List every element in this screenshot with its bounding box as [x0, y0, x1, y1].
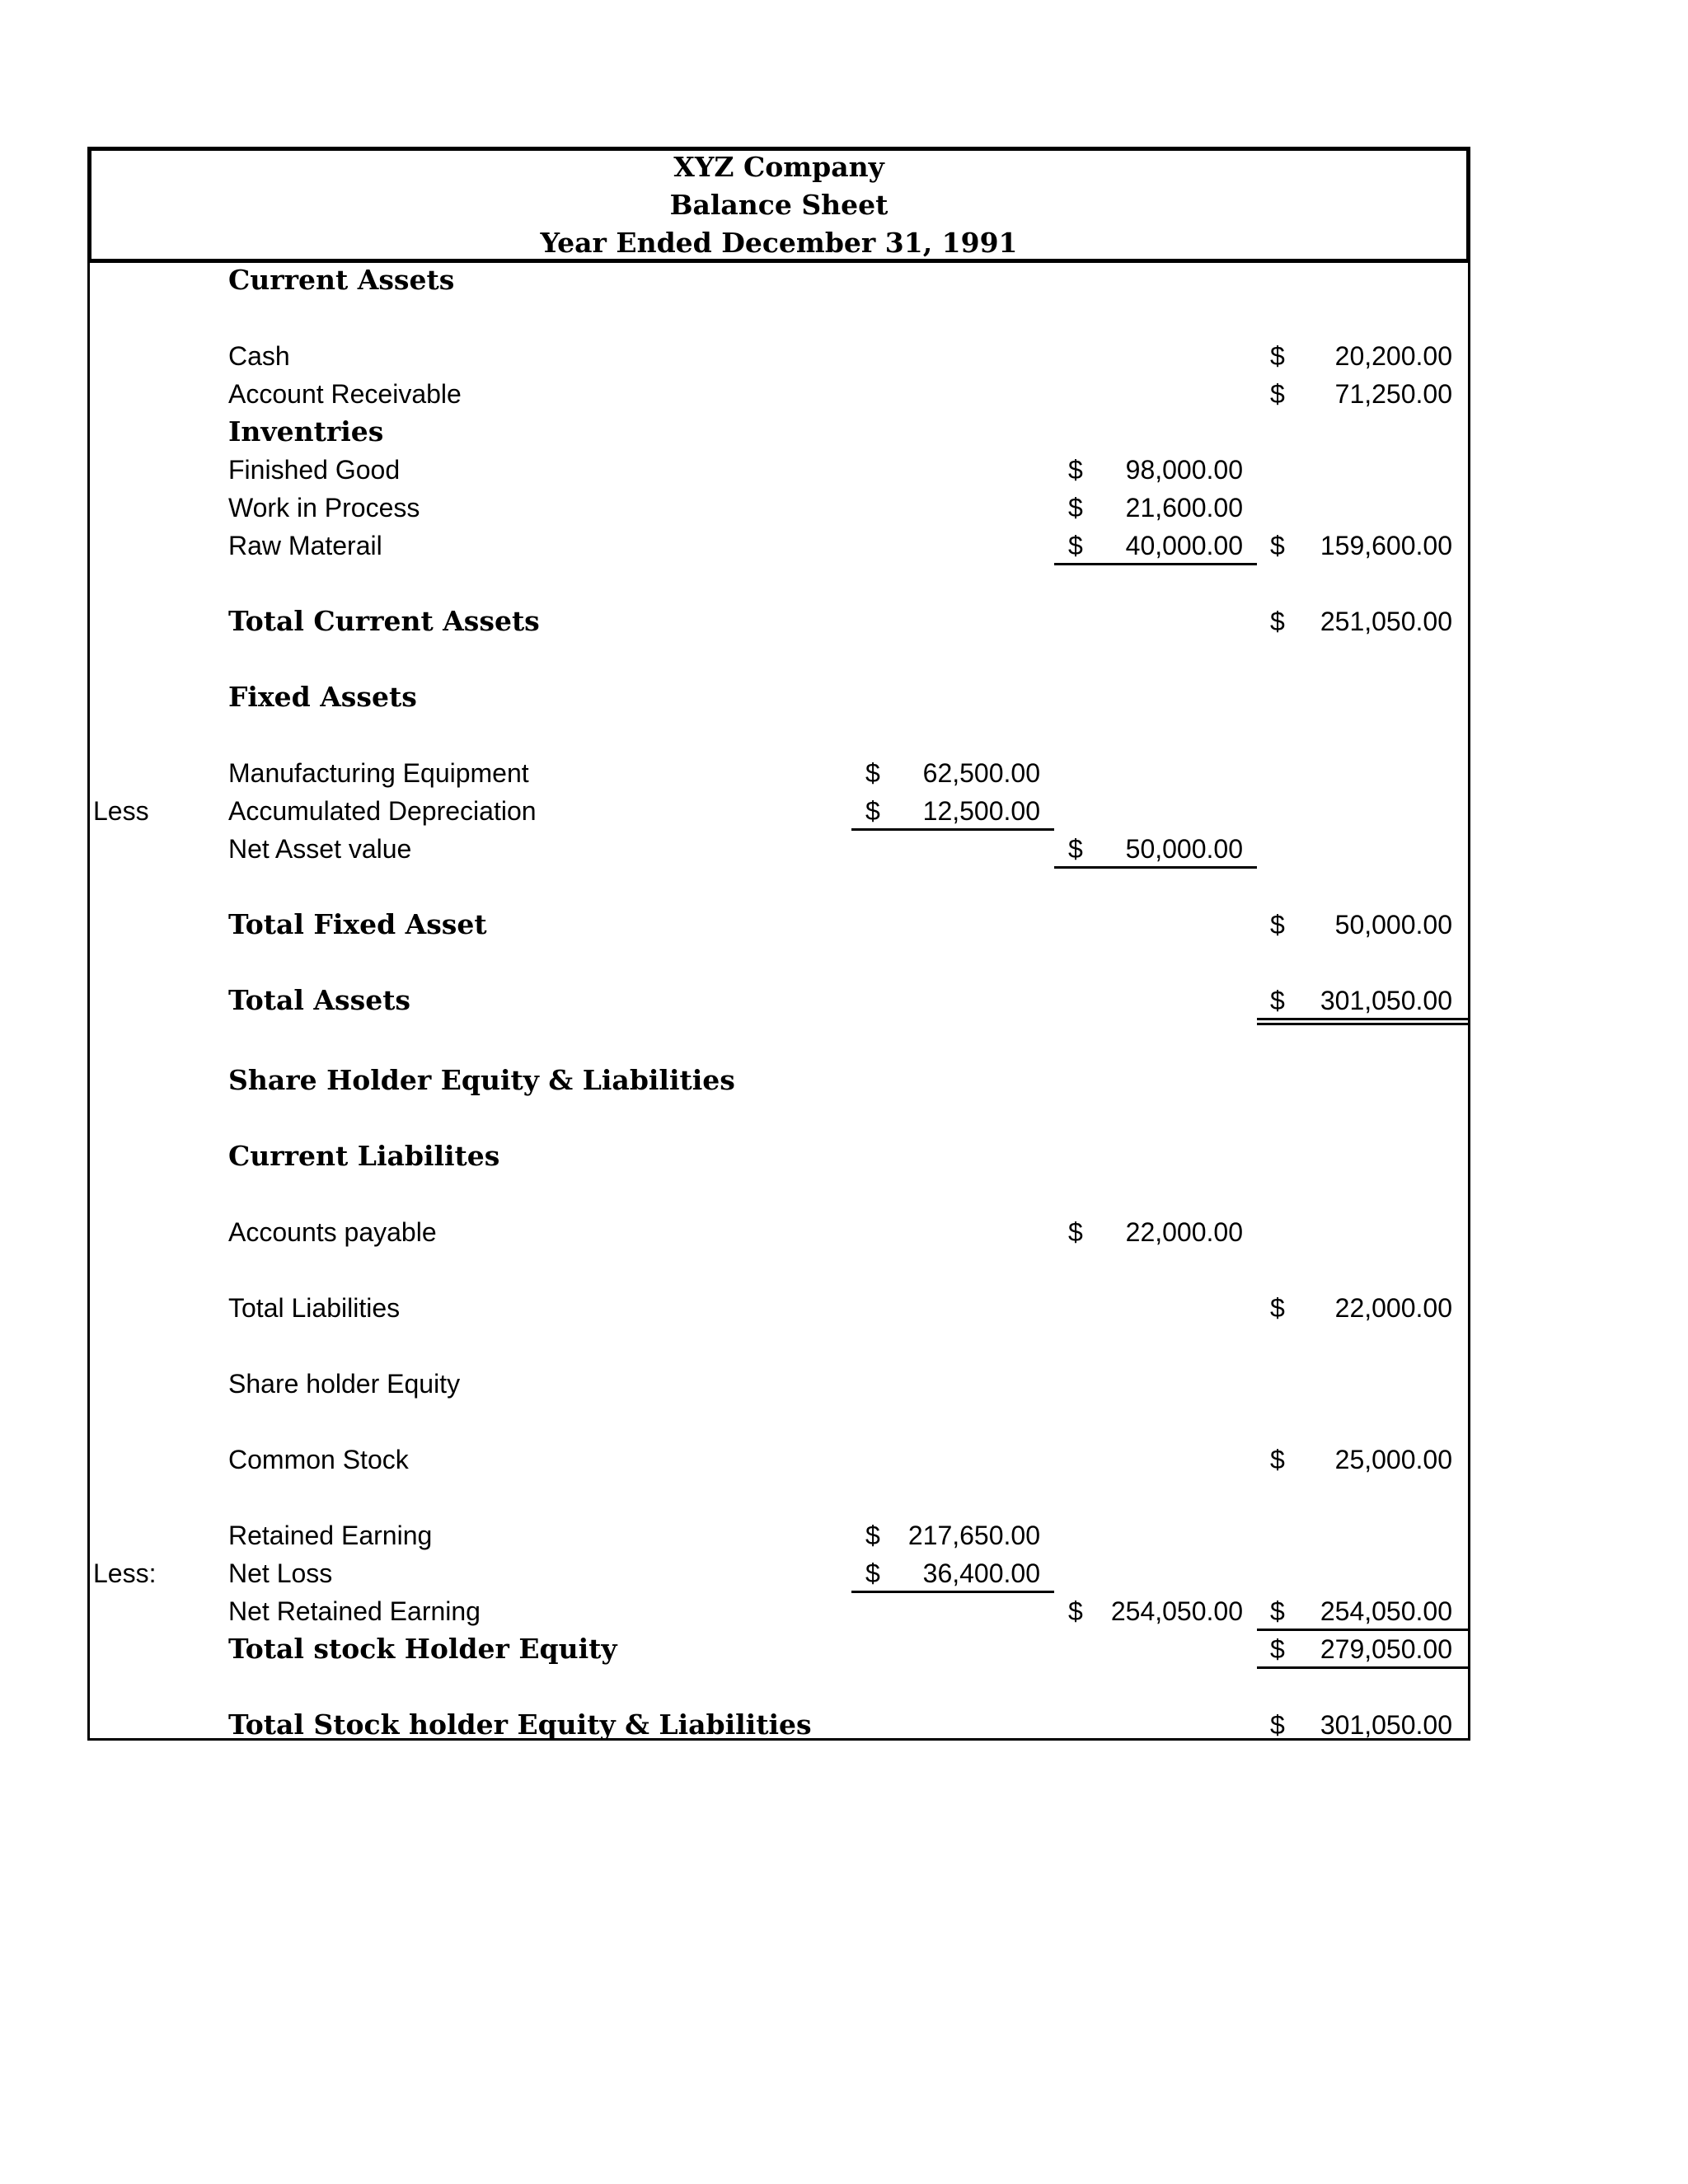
subtotal-rule [1054, 866, 1257, 869]
grand-total-value: 301,050.00 [1320, 1710, 1452, 1740]
wip-label: Work in Process [228, 493, 420, 523]
net-retained-label: Net Retained Earning [228, 1596, 481, 1626]
dollar-sign: $ [1068, 531, 1083, 560]
grand-total-label: Total Stock holder Equity & Liabilities [228, 1708, 812, 1741]
dollar-sign: $ [1270, 341, 1285, 371]
dollar-sign: $ [1270, 1445, 1285, 1474]
statement-title: Balance Sheet [669, 189, 889, 221]
total-assets-value: 301,050.00 [1320, 986, 1452, 1015]
dollar-sign: $ [1270, 1710, 1285, 1740]
total-equity-value: 279,050.00 [1320, 1634, 1452, 1664]
sheet-header [87, 147, 1470, 263]
total-fixed-asset-label: Total Fixed Asset [228, 908, 487, 940]
net-asset-label: Net Asset value [228, 834, 412, 864]
dollar-sign: $ [1068, 834, 1083, 864]
dollar-sign: $ [1270, 910, 1285, 940]
current-liabilities-heading: Current Liabilites [228, 1140, 500, 1172]
finished-good-label: Finished Good [228, 455, 401, 485]
dollar-sign: $ [1068, 1217, 1083, 1247]
net-asset-value: 50,000.00 [1125, 834, 1243, 864]
retained-earning-value: 217,650.00 [907, 1521, 1040, 1550]
dollar-sign: $ [1270, 1596, 1285, 1626]
raw-material-label: Raw Materail [228, 531, 382, 560]
total-fixed-asset-value: 50,000.00 [1334, 910, 1452, 940]
dollar-sign: $ [1270, 1634, 1285, 1664]
double-rule-top [1257, 1018, 1468, 1020]
wip-value: 21,600.00 [1125, 493, 1243, 523]
inventories-total-value: 159,600.00 [1320, 531, 1452, 560]
statement-period: Year Ended December 31, 1991 [540, 227, 1018, 259]
receivable-value: 71,250.00 [1334, 379, 1452, 409]
dollar-sign: $ [1068, 1596, 1083, 1626]
subtotal-rule [1054, 563, 1257, 565]
accounts-payable-value: 22,000.00 [1125, 1217, 1243, 1247]
receivable-label: Account Receivable [228, 379, 462, 409]
subtotal-rule [851, 1591, 1054, 1593]
less-prefix: Less [93, 796, 149, 826]
subtotal-rule [1257, 1629, 1468, 1631]
dollar-sign: $ [1270, 531, 1285, 560]
inventories-heading: Inventries [228, 415, 384, 448]
total-liabilities-label: Total Liabilities [228, 1293, 401, 1323]
current-assets-heading: Current Assets [228, 264, 455, 296]
dollar-sign: $ [1068, 455, 1083, 485]
raw-material-value: 40,000.00 [1125, 531, 1243, 560]
net-retained-total: 254,050.00 [1320, 1596, 1452, 1626]
dollar-sign: $ [865, 796, 880, 826]
less-prefix: Less: [93, 1558, 157, 1588]
total-current-assets-value: 251,050.00 [1320, 607, 1452, 636]
retained-earning-label: Retained Earning [228, 1521, 433, 1550]
cash-label: Cash [228, 341, 290, 371]
depreciation-label: Accumulated Depreciation [228, 796, 537, 826]
finished-good-value: 98,000.00 [1125, 455, 1243, 485]
cash-value: 20,200.00 [1334, 341, 1452, 371]
subtotal-rule [1257, 1666, 1468, 1669]
dollar-sign: $ [1270, 1293, 1285, 1323]
dollar-sign: $ [1270, 379, 1285, 409]
net-loss-value: 36,400.00 [922, 1558, 1040, 1588]
dollar-sign: $ [865, 1521, 880, 1550]
dollar-sign: $ [1270, 607, 1285, 636]
dollar-sign: $ [865, 758, 880, 788]
common-stock-label: Common Stock [228, 1445, 409, 1474]
equipment-value: 62,500.00 [922, 758, 1040, 788]
total-assets-label: Total Assets [228, 984, 411, 1016]
depreciation-value: 12,500.00 [922, 796, 1040, 826]
net-retained-value: 254,050.00 [1110, 1596, 1243, 1626]
net-loss-label: Net Loss [228, 1558, 333, 1588]
dollar-sign: $ [865, 1558, 880, 1588]
company-name: XYZ Company [673, 151, 884, 183]
subtotal-rule [851, 828, 1054, 831]
total-current-assets-label: Total Current Assets [228, 605, 540, 637]
equipment-label: Manufacturing Equipment [228, 758, 529, 788]
equity-liabilities-heading: Share Holder Equity & Liabilities [228, 1064, 735, 1096]
dollar-sign: $ [1068, 493, 1083, 523]
fixed-assets-heading: Fixed Assets [228, 681, 417, 713]
common-stock-value: 25,000.00 [1334, 1445, 1452, 1474]
dollar-sign: $ [1270, 986, 1285, 1015]
accounts-payable-label: Accounts payable [228, 1217, 437, 1247]
total-equity-label: Total stock Holder Equity [228, 1633, 617, 1665]
shareholder-equity-label: Share holder Equity [228, 1369, 461, 1399]
double-rule-bottom [1257, 1023, 1468, 1025]
total-liabilities-value: 22,000.00 [1334, 1293, 1452, 1323]
